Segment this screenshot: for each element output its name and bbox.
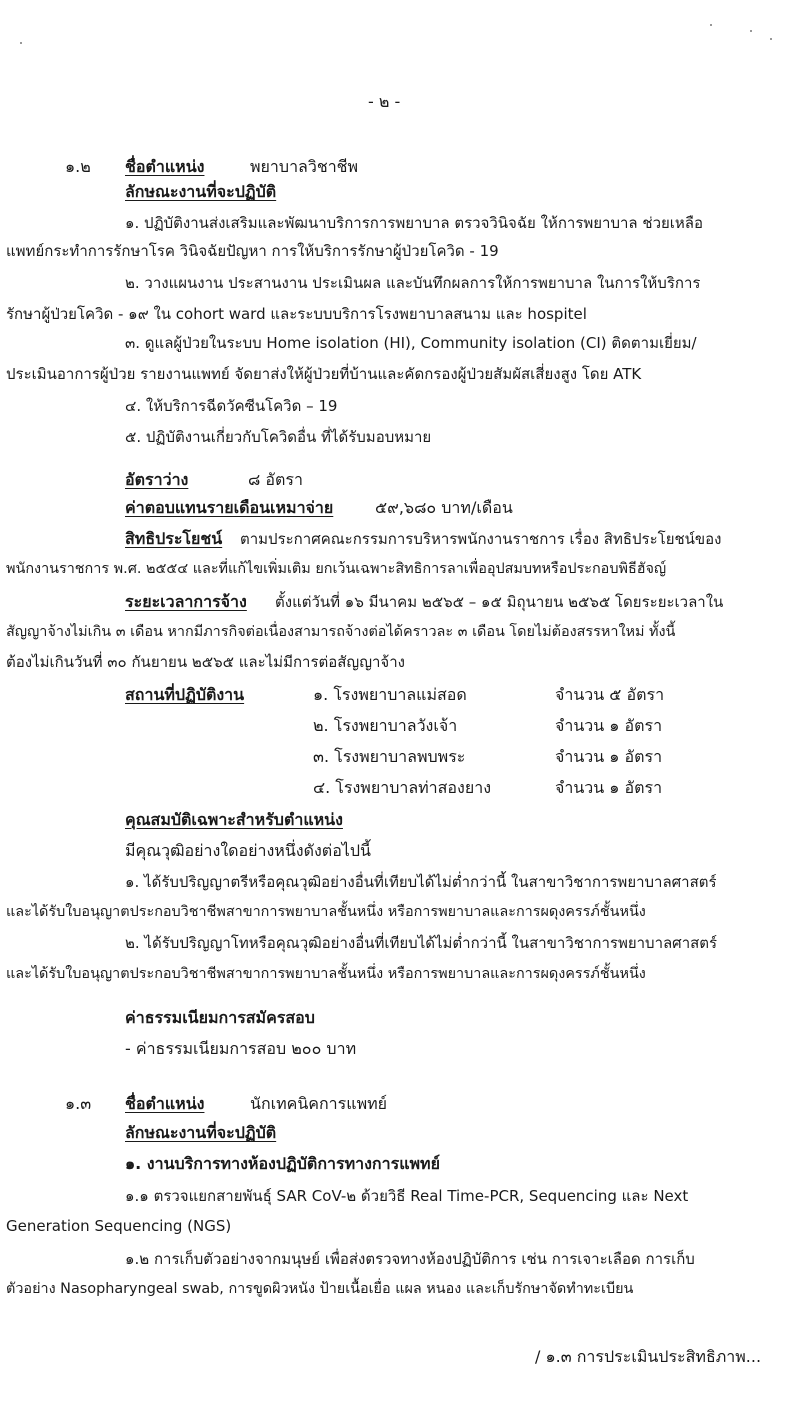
workplace-name: ๑. โรงพยาบาลแม่สอด [313,685,467,704]
duties-heading: ลักษณะงานที่จะปฏิบัติ [125,182,277,201]
scan-speck [770,38,772,40]
workplace-count: จำนวน ๑ อัตรา [555,747,663,766]
qualification-line: และได้รับใบอนุญาตประกอบวิชาชีพสาขาการพยาบาลชั้นหนึ่ง หรือการพยาบาลและการผดุงครรภ์ชั้นหนึ่ง [6,904,646,920]
duty-line: ๔. ให้บริการฉีดวัคซีนโควิด – 19 [125,397,338,415]
scan-speck [20,42,22,44]
qualification-line: ๒. ได้รับปริญญาโทหรือคุณวุฒิอย่างอื่นที่เทียบได้ไม่ต่ำกว่านี้ ในสาขาวิชาการพยาบาลศาสตร์ [125,934,718,952]
duty-line: แพทย์กระทำการรักษาโรค วินิจฉัยปัญหา การให้บริการรักษาผู้ป่วยโควิด - 19 [6,242,499,260]
scan-speck [750,30,752,32]
duty-line: ตัวอย่าง Nasopharyngeal swab, การขูดผิวหนัง ป้ายเนื้อเยื่อ แผล หนอง และเก็บรักษาจัดทำทะเบียน [6,1281,634,1297]
duty-line: ๓. ดูแลผู้ป่วยในระบบ Home isolation (HI), Community isolation (CI) ติดตามเยี่ยม/ [125,334,697,352]
benefit-label: สิทธิประโยชน์ [125,529,223,548]
duty-line: Generation Sequencing (NGS) [6,1217,232,1235]
salary-label: ค่าตอบแทนรายเดือนเหมาจ่าย [125,498,334,517]
position-label: ชื่อตำแหน่ง [125,1094,205,1113]
fee-line: - ค่าธรรมเนียมการสอบ ๒๐๐ บาท [125,1039,357,1058]
page-number: - ๒ - [368,92,401,111]
workplace-name: ๔. โรงพยาบาลท่าสองยาง [313,778,492,797]
section-number: ๑.๒ [65,157,91,176]
benefit-text: ตามประกาศคณะกรรมการบริหารพนักงานราชการ เรื่อง สิทธิประโยชน์ของ [240,530,722,548]
workplace-count: จำนวน ๑ อัตรา [555,716,663,735]
position-label: ชื่อตำแหน่ง [125,157,205,176]
duty-line: ๑.๑ ตรวจแยกสายพันธุ์ SAR CoV-๒ ด้วยวิธี Real Time-PCR, Sequencing และ Next [125,1187,689,1205]
workplace-name: ๓. โรงพยาบาลพบพระ [313,747,466,766]
duty-subheading: ๑. งานบริการทางห้องปฏิบัติการทางการแพทย์ [125,1154,440,1173]
benefit-text: พนักงานราชการ พ.ศ. ๒๕๕๔ และที่แก้ไขเพิ่มเติม ยกเว้นเฉพาะสิทธิการลาเพื่ออุปสมบทหรือประกอบพิธีฮัจญ์ [6,561,667,577]
vacancy-value: ๘ อัตรา [248,470,304,489]
duty-line: ประเมินอาการผู้ป่วย รายงานแพทย์ จัดยาส่งให้ผู้ป่วยที่บ้านและคัดกรองผู้ป่วยสัมผัสเสี่ยงสูง โดย ATK [6,365,642,383]
period-text: สัญญาจ้างไม่เกิน ๓ เดือน หากมีภารกิจต่อเนื่องสามารถจ้างต่อได้คราวละ ๓ เดือน โดยไม่ต้องสรรหาใหม่ ทั้งนี้ [6,624,676,640]
workplace-count: จำนวน ๑ อัตรา [555,778,663,797]
duty-line: ๒. วางแผนงาน ประสานงาน ประเมินผล และบันทึกผลการให้การพยาบาล ในการให้บริการ [125,274,701,292]
section-number: ๑.๓ [65,1094,92,1113]
qualification-heading: คุณสมบัติเฉพาะสำหรับตำแหน่ง [125,810,343,829]
workplace-label: สถานที่ปฏิบัติงาน [125,685,245,704]
fee-heading: ค่าธรรมเนียมการสมัครสอบ [125,1008,315,1027]
duty-line: ๕. ปฏิบัติงานเกี่ยวกับโควิดอื่น ที่ได้รับมอบหมาย [125,428,432,446]
duty-line: ๑. ปฏิบัติงานส่งเสริมและพัฒนาบริการการพยาบาล ตรวจวินิจฉัย ให้การพยาบาล ช่วยเหลือ [125,214,703,232]
continuation-note: / ๑.๓ การประเมินประสิทธิภาพ... [535,1347,762,1366]
workplace-name: ๒. โรงพยาบาลวังเจ้า [313,716,458,735]
vacancy-label: อัตราว่าง [125,470,189,489]
qualification-line: และได้รับใบอนุญาตประกอบวิชาชีพสาขาการพยาบาลชั้นหนึ่ง หรือการพยาบาลและการผดุงครรภ์ชั้นหนึ่ง [6,966,646,982]
period-text: ตั้งแต่วันที่ ๑๖ มีนาคม ๒๕๖๕ – ๑๕ มิถุนายน ๒๕๖๕ โดยระยะเวลาใน [275,593,724,611]
salary-value: ๕๙,๖๘๐ บาท/เดือน [375,498,513,517]
qualification-line: ๑. ได้รับปริญญาตรีหรือคุณวุฒิอย่างอื่นที่เทียบได้ไม่ต่ำกว่านี้ ในสาขาวิชาการพยาบาลศาสตร์ [125,873,717,891]
duty-line: ๑.๒ การเก็บตัวอย่างจากมนุษย์ เพื่อส่งตรวจทางห้องปฏิบัติการ เช่น การเจาะเลือด การเก็บ [125,1250,695,1268]
position-title: นักเทคนิคการแพทย์ [250,1094,388,1113]
qualification-intro: มีคุณวุฒิอย่างใดอย่างหนึ่งดังต่อไปนี้ [125,841,371,860]
workplace-count: จำนวน ๕ อัตรา [555,685,665,704]
period-text: ต้องไม่เกินวันที่ ๓๐ กันยายน ๒๕๖๕ และไม่มีการต่อสัญญาจ้าง [6,653,405,671]
position-title: พยาบาลวิชาชีพ [250,157,359,176]
duty-line: รักษาผู้ป่วยโควิด - ๑๙ ใน cohort ward และระบบบริการโรงพยาบาลสนาม และ hospitel [6,305,587,323]
duties-heading: ลักษณะงานที่จะปฏิบัติ [125,1123,277,1142]
scan-speck [710,24,712,26]
period-label: ระยะเวลาการจ้าง [125,592,247,611]
